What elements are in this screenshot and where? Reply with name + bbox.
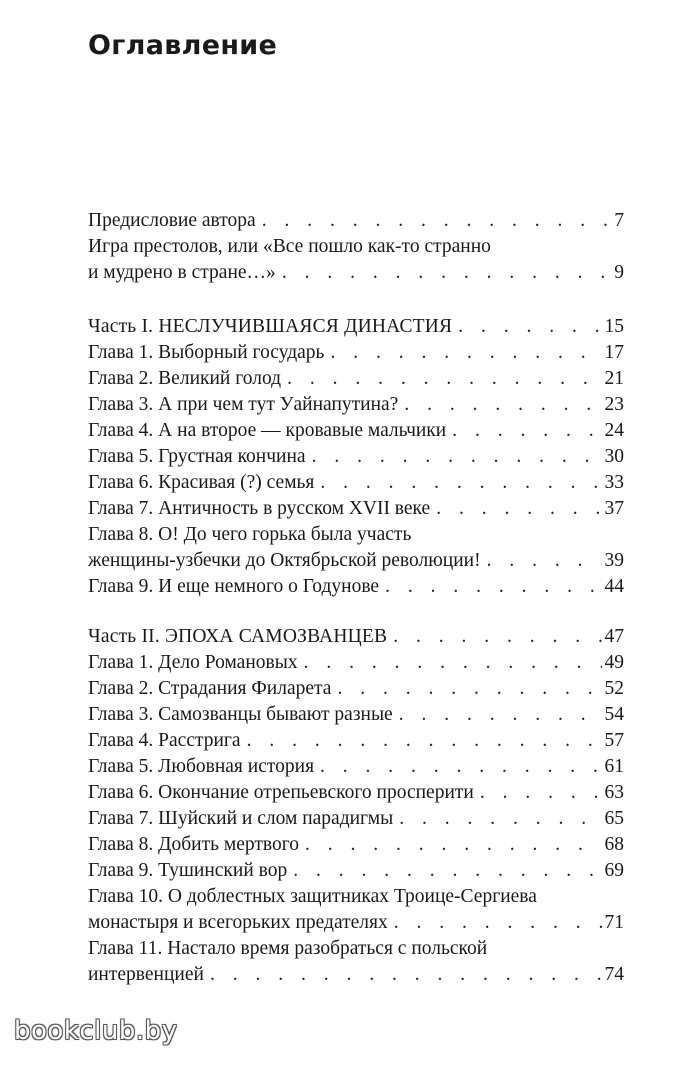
toc-entry-page: 39: [604, 550, 624, 571]
toc-entry-page: 37: [604, 498, 624, 519]
toc-entry[interactable]: [88, 676, 624, 702]
toc-entry-title: Глава 7. Шуйский и слом парадигмы: [88, 808, 394, 829]
toc-entry-page: 21: [604, 368, 624, 389]
toc-entry-title: Глава 7. Античность в русском XVII веке: [88, 498, 431, 519]
toc-entry-title: Глава 11. Настало время разобраться с польской: [88, 938, 488, 959]
toc-entry-page: 33: [604, 472, 624, 493]
toc-entry[interactable]: [88, 962, 624, 988]
toc-entry-page: 30: [604, 446, 624, 467]
toc-entry[interactable]: [88, 728, 624, 754]
toc-entry-title: Глава 8. О! До чего горька была участь: [88, 524, 412, 545]
toc-entry[interactable]: [88, 548, 624, 574]
toc-entry-title: Глава 6. Красивая (?) семья: [88, 472, 315, 493]
toc-entry-title: Глава 5. Грустная кончина: [88, 446, 306, 467]
toc-entry-page: 17: [604, 342, 624, 363]
toc-entry[interactable]: [88, 832, 624, 858]
toc-entry-title: Игра престолов, или «Все пошло как-то странно: [88, 236, 491, 257]
toc-entry[interactable]: [88, 392, 624, 418]
toc-entry-title: Глава 4. Расстрига: [88, 730, 241, 751]
toc-entry-page: 47: [604, 626, 624, 647]
toc-entry-page: 44: [604, 576, 624, 597]
leader-dots: [394, 910, 602, 936]
toc-entry[interactable]: [88, 340, 624, 366]
toc-entry-page: 54: [604, 704, 624, 725]
leader-dots: [399, 702, 602, 728]
leader-dots: [262, 208, 612, 234]
leader-dots: [247, 728, 602, 754]
toc-entry-title: Глава 2. Страдания Филарета: [88, 678, 332, 699]
leader-dots: [210, 962, 602, 988]
toc-entry-title: Глава 8. Добить мертвого: [88, 834, 299, 855]
toc-entry-title: и мудрено в стране…»: [88, 262, 276, 283]
toc-entry-preface[interactable]: [88, 208, 624, 234]
leader-dots: [337, 676, 601, 702]
leader-dots: [452, 418, 601, 444]
page-title: Оглавление: [88, 30, 278, 61]
toc-entry-title: Глава 1. Выборный государь: [88, 342, 325, 363]
toc-entry[interactable]: [88, 858, 624, 884]
toc-entry-title: Глава 4. А на второе — кровавые мальчики: [88, 420, 447, 441]
toc-entry[interactable]: [88, 650, 624, 676]
toc-entry[interactable]: [88, 910, 624, 936]
leader-dots: [304, 650, 602, 676]
leader-dots: [393, 624, 601, 650]
toc-entry-page: 74: [604, 964, 624, 985]
toc-entry[interactable]: [88, 780, 624, 806]
leader-dots: [293, 858, 601, 884]
toc-entry-page: 69: [604, 860, 624, 881]
toc-entry-title: Глава 3. А при чем тут Уайнапутина?: [88, 394, 399, 415]
leader-dots: [436, 496, 601, 522]
toc-entry-page: 68: [604, 834, 624, 855]
toc-entry-title: женщины-узбечки до Октябрьской революции!: [88, 550, 481, 571]
leader-dots: [287, 366, 601, 392]
toc-entry[interactable]: [88, 496, 624, 522]
toc-entry-title: монастыря и всегорьких предателях: [88, 912, 388, 933]
toc-entry-page: 65: [604, 808, 624, 829]
toc-entry-page: 61: [604, 756, 624, 777]
toc-entry-title: Предисловие автора: [88, 210, 256, 231]
leader-dots: [330, 340, 601, 366]
toc-entry[interactable]: [88, 470, 624, 496]
toc-entry-page: 49: [604, 652, 624, 673]
leader-dots: [399, 806, 601, 832]
leader-dots: [404, 392, 601, 418]
toc-entry-page: 15: [604, 316, 624, 337]
toc-entry-title: Глава 3. Самозванцы бывают разные: [88, 704, 393, 725]
leader-dots: [480, 780, 602, 806]
toc-entry-page: 23: [604, 394, 624, 415]
toc-entry-title: Глава 5. Любовная история: [88, 756, 315, 777]
toc-part-1[interactable]: [88, 314, 624, 340]
toc-entry-line1[interactable]: [88, 522, 624, 548]
toc-entry-title: Глава 10. О доблестных защитниках Троице-Сергиева: [88, 886, 537, 907]
toc-entry-title: Глава 1. Дело Романовых: [88, 652, 298, 673]
toc-entry[interactable]: [88, 418, 624, 444]
leader-dots: [487, 548, 602, 574]
toc-entry-page: 71: [604, 912, 624, 933]
toc-entry-line1[interactable]: [88, 936, 624, 962]
toc-entry[interactable]: [88, 702, 624, 728]
toc-entry[interactable]: [88, 366, 624, 392]
toc-entry-page: 24: [604, 420, 624, 441]
toc-part-title: Часть II. ЭПОХА САМОЗВАНЦЕВ: [88, 626, 388, 647]
leader-dots: [312, 444, 602, 470]
toc-entry[interactable]: [88, 444, 624, 470]
toc-entry-title: Глава 9. Тушинский вор: [88, 860, 288, 881]
toc-entry[interactable]: [88, 806, 624, 832]
leader-dots: [320, 754, 601, 780]
toc-entry-page: 7: [614, 210, 624, 231]
toc-entry-page: 52: [604, 678, 624, 699]
toc-entry-title: интервенцией: [88, 964, 204, 985]
toc-entry-title: Глава 6. Окончание отрепьевского просперити: [88, 782, 474, 803]
toc-entry[interactable]: [88, 754, 624, 780]
toc-part-2[interactable]: [88, 624, 624, 650]
toc-entry-line1[interactable]: [88, 884, 624, 910]
leader-dots: [320, 470, 601, 496]
toc-entry-page: 57: [604, 730, 624, 751]
toc-entry-title: Глава 9. И еще немного о Годунове: [88, 576, 380, 597]
toc-entry-intro[interactable]: [88, 260, 624, 286]
leader-dots: [305, 832, 602, 858]
watermark-logo: bookclub.by: [14, 1016, 178, 1046]
toc-entry-page: 9: [614, 262, 624, 283]
toc-part-title: Часть I. НЕСЛУЧИВШАЯСЯ ДИНАСТИЯ: [88, 316, 453, 337]
toc-entry-intro-line1[interactable]: [88, 234, 624, 260]
toc-entry-title: Глава 2. Великий голод: [88, 368, 282, 389]
toc-entry[interactable]: [88, 574, 624, 600]
leader-dots: [385, 574, 601, 600]
leader-dots: [458, 314, 601, 340]
toc-entry-page: 63: [604, 782, 624, 803]
leader-dots: [282, 260, 611, 286]
